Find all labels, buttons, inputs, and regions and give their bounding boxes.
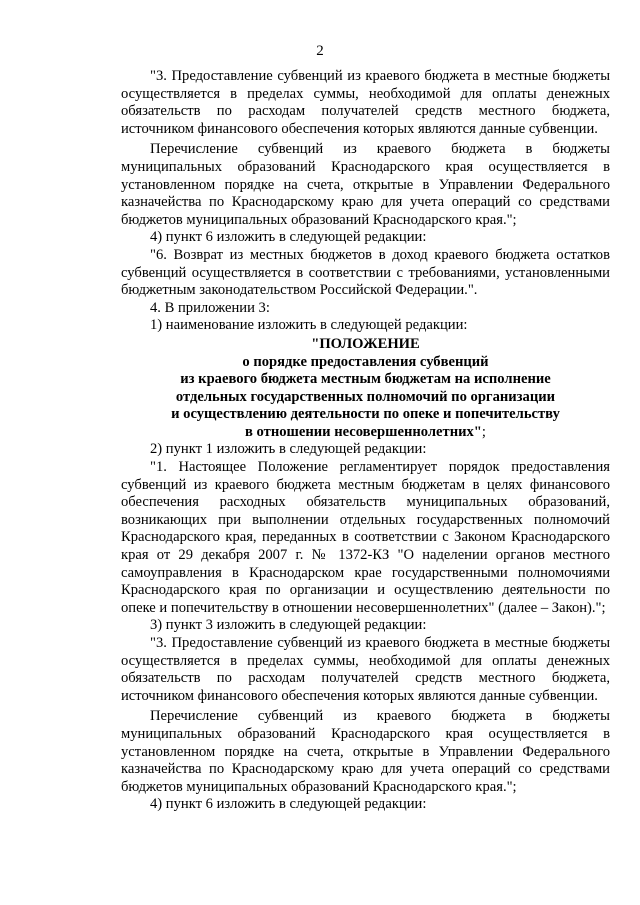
paragraph-item-3-point-3: 3) пункт 3 изложить в следующей редакции: xyxy=(150,617,427,634)
heading-line-6: в отношении несовершеннолетних" xyxy=(245,423,482,440)
paragraph-item-2-point-1: 2) пункт 1 изложить в следующей редакции: xyxy=(150,441,427,458)
paragraph-appendix-3: 4. В приложении 3: xyxy=(150,299,270,316)
paragraph-item-4-point-6-2: 4) пункт 6 изложить в следующей редакции: xyxy=(150,796,427,813)
heading-title: "ПОЛОЖЕНИЕ xyxy=(311,335,420,352)
document-body xyxy=(121,68,610,814)
heading-line-2: о порядке предоставления субвенций xyxy=(242,353,489,370)
page-number: 2 xyxy=(316,43,324,59)
paragraph-subsidy-provision-2: "3. Предоставление субвенций из краевого бюджета в местные бюджеты осуществляется в пределах суммы, необходимой для оплаты денежных обязательств по расходам получателей средств местного бюджета, источником финансового обеспечения которых являются данные субвенции. xyxy=(121,635,610,704)
paragraph-regulation-scope: "1. Настоящее Положение регламентирует порядок предоставления субвенций из краевого бюджета местным бюджетам в целях финансового обеспечения расходных обязательств муниципальных образований, возникающих при выполнении отдельных государственных полномочий Краснодарского края, переданных в соответствии с Законом Краснодарского края от 29 декабря 2007 г. № 1372-КЗ "О наделении органов местного самоуправления в Краснодарском крае государственными полномочиями Краснодарского края по организации и осуществлению деятельности по опеке и попечительству в отношении несовершеннолетних" (далее – Закон)."; xyxy=(121,459,610,616)
paragraph-item-1-title: 1) наименование изложить в следующей редакции: xyxy=(150,317,468,334)
heading-line-3: из краевого бюджета местным бюджетам на исполнение xyxy=(180,371,551,388)
heading-suffix: ; xyxy=(481,423,486,440)
paragraph-item-4-point-6: 4) пункт 6 изложить в следующей редакции: xyxy=(150,229,427,246)
heading-line-5: и осуществлению деятельности по опеке и попечительству xyxy=(171,406,560,423)
regulation-heading xyxy=(121,336,610,442)
paragraph-refund-balances: "6. Возврат из местных бюджетов в доход краевого бюджета остатков субвенций осуществляется в соответствии с требованиями, установленными бюджетным законодательством Российской Федерации.". xyxy=(121,246,610,299)
heading-line-4: отдельных государственных полномочий по организации xyxy=(175,388,556,405)
paragraph-subsidy-transfer-2: Перечисление субвенций из краевого бюджета в бюджеты муниципальных образований Краснодарского края осуществляется в установленном порядке на счета, открытые в Управлении Федерального казначейства по Краснодарскому краю для учета операций со средствами бюджетов муниципальных образований Краснодарского края."; xyxy=(121,708,610,795)
paragraph-subsidy-transfer: Перечисление субвенций из краевого бюджета в бюджеты муниципальных образований Краснодарского края осуществляется в установленном порядке на счета, открытые в Управлении Федерального казначейства по Краснодарскому краю для учета операций со средствами бюджетов муниципальных образований Краснодарского края."; xyxy=(121,141,610,228)
paragraph-subsidy-provision: "3. Предоставление субвенций из краевого бюджета в местные бюджеты осуществляется в пределах суммы, необходимой для оплаты денежных обязательств по расходам получателей средств местного бюджета, источником финансового обеспечения которых являются данные субвенции. xyxy=(121,68,610,137)
